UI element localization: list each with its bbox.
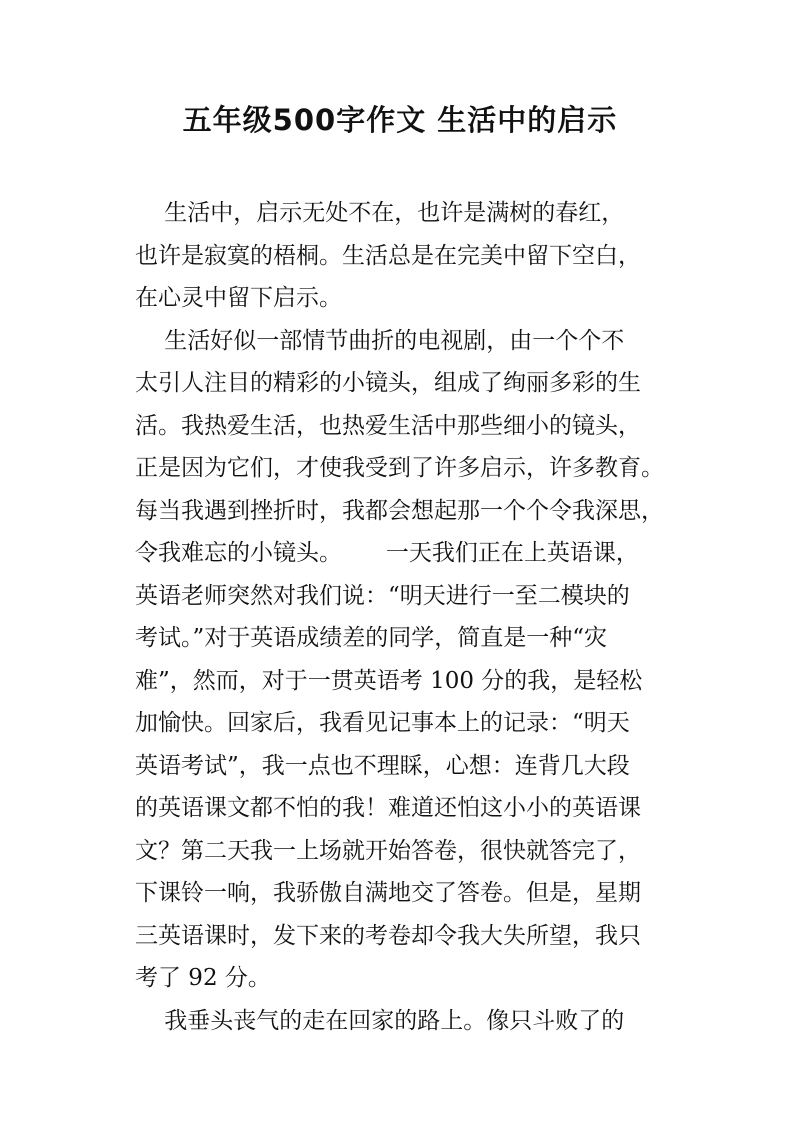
text-line: 生活中，启示无处不在，也许是满树的春红，	[135, 200, 625, 226]
text-line: 考了 92 分。	[135, 965, 271, 991]
text-line: 三英语课时，发下来的考卷却令我大失所望，我只	[135, 922, 641, 949]
document-body	[135, 192, 675, 1042]
text-line: 下课铃一响，我骄傲自满地交了答卷。但是，星期	[135, 880, 641, 906]
text-line: 令我难忘的小镜头。 一天我们正在上英语课，	[135, 540, 639, 566]
text-line: 生活好似一部情节曲折的电视剧，由一个个不	[135, 327, 625, 354]
text-line: 每当我遇到挫折时，我都会想起那一个个令我深思，	[135, 497, 664, 524]
text-line: 难”，然而，对于一贯英语考 100 分的我，是轻松	[135, 667, 643, 694]
text-line: 的英语课文都不怕的我！难道还怕这小小的英语课	[135, 795, 641, 821]
text-line: 加愉快。回家后，我看见记事本上的记录：“明天	[135, 710, 630, 736]
text-line: 我垂头丧气的走在回家的路上。像只斗败了的	[135, 1007, 625, 1034]
text-line: 文？第二天我一上场就开始答卷，很快就答完了，	[135, 837, 641, 864]
text-line: 考试。”对于英语成绩差的同学，简直是一种“灾	[135, 625, 608, 651]
text-line: 英语老师突然对我们说：“明天进行一至二模块的	[135, 582, 630, 609]
text-line: 正是因为它们，才使我受到了许多启示，许多教育。	[135, 455, 664, 481]
text-line: 在心灵中留下启示。	[135, 285, 342, 311]
document-title: 五年级500字作文 生活中的启示	[182, 103, 618, 137]
text-line: 也许是寂寞的梧桐。生活总是在完美中留下空白，	[135, 242, 641, 269]
text-line: 太引人注目的精彩的小镜头，组成了绚丽多彩的生	[135, 370, 641, 396]
text-line: 英语考试”，我一点也不理睬，心想：连背几大段	[135, 752, 630, 779]
text-line: 活。我热爱生活，也热爱生活中那些细小的镜头，	[135, 412, 641, 439]
